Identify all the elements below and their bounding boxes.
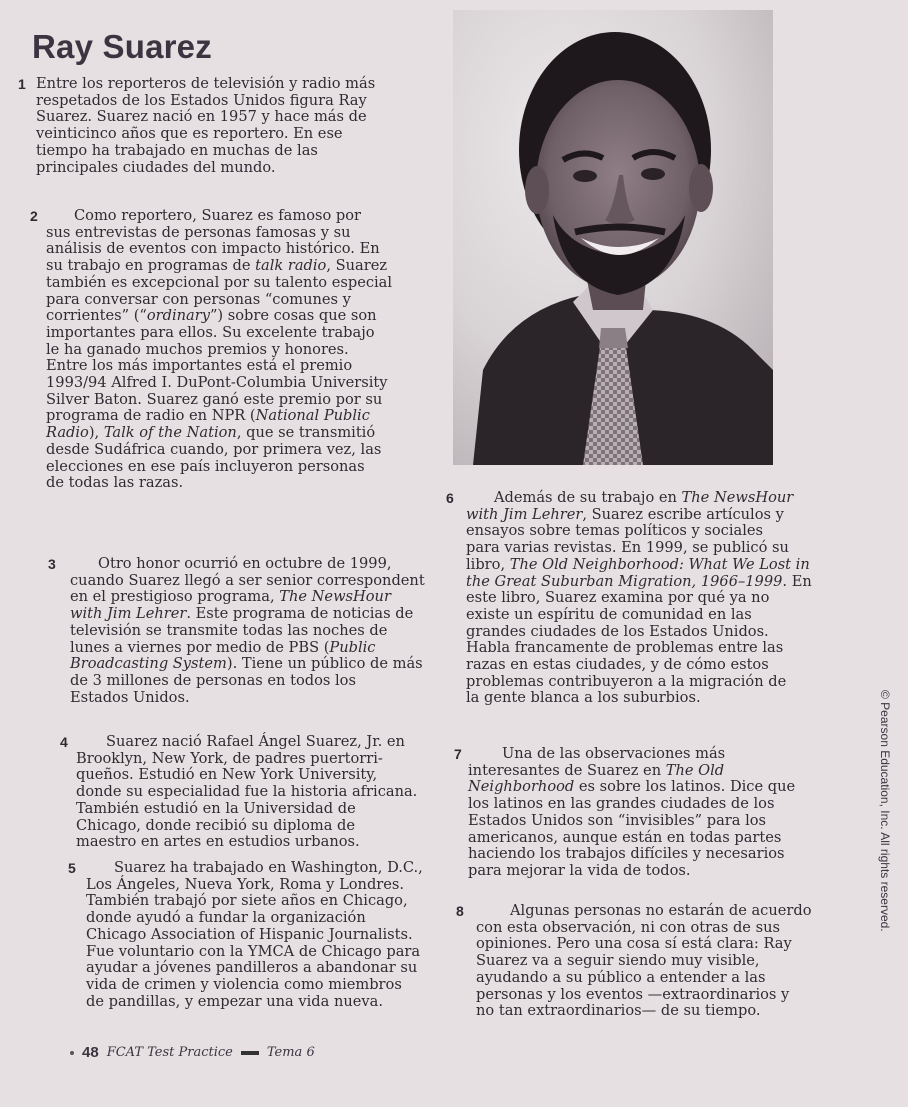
text-line: razas en estas ciudades, y de cómo estos [466, 656, 769, 674]
footer-book-title: FCAT Test Practice [106, 1045, 233, 1060]
text-line: principales ciudades del mundo. [36, 158, 276, 176]
paragraph-8 [456, 902, 812, 1020]
text-line: ayudando a su público a entender a las [476, 968, 766, 986]
text-line: Fue voluntario con la YMCA de Chicago para [86, 942, 421, 960]
text-line: su trabajo en programas de talk radio, Suarez [46, 257, 388, 275]
text-line: Suarez nació Rafael Ángel Suarez, Jr. en [106, 733, 405, 750]
text-line: donde su especialidad fue la historia africana. [76, 783, 418, 801]
text-line: lunes a viernes por medio de PBS (Public [70, 638, 376, 656]
text-line: with Jim Lehrer. Este programa de noticias de [70, 605, 414, 623]
text-line: tiempo ha trabajado en muchas de las [36, 141, 318, 159]
text-line: corrientes” (“ordinary”) sobre cosas que son [46, 307, 377, 325]
footer-separator [241, 1051, 259, 1055]
text-line: queños. Estudió en New York University, [76, 766, 378, 784]
text-line: la gente blanca a los suburbios. [466, 689, 701, 707]
text-line: en el prestigioso programa, The NewsHour [70, 588, 391, 606]
text-line: de todas las razas. [46, 474, 184, 492]
text-line: libro, The Old Neighborhood: What We Lost in [466, 555, 810, 573]
text-line: los latinos en las grandes ciudades de los [468, 795, 775, 813]
text-line: elecciones en ese país incluyeron personas [46, 457, 365, 475]
text-line: Entre los más importantes está el premio [46, 357, 353, 375]
text-line: para mejorar la vida de todos. [468, 861, 691, 879]
text-line: Estados Unidos. [70, 688, 190, 706]
text-line: también es excepcional por su talento especial [46, 273, 393, 291]
paragraph-number: 4 [60, 734, 68, 750]
text-line: ayudar a jóvenes pandilleros a abandonar su [86, 959, 418, 977]
text-line: Otro honor ocurrió en octubre de 1999, [98, 555, 392, 572]
text-line: Radio), Talk of the Nation, que se transmitió [46, 424, 376, 442]
copyright-notice: © Pearson Education, Inc. All rights reserved. [878, 690, 892, 932]
text-line: cuando Suarez llegó a ser senior correspondent [70, 571, 425, 589]
paragraph-number: 2 [30, 208, 38, 224]
text-line: le ha ganado muchos premios y honores. [46, 340, 349, 358]
text-line: existe un espíritu de comunidad en las [466, 605, 752, 623]
text-line: televisión se transmite todas las noches de [70, 621, 388, 639]
text-line: de 3 millones de personas en todos los [70, 671, 356, 689]
paragraph-4 [60, 733, 418, 851]
portrait-illustration [453, 10, 773, 465]
text-line: respetados de los Estados Unidos figura Ray [36, 91, 367, 109]
text-line: Estados Unidos son “invisibles” para los [468, 811, 767, 829]
text-line: vida de crimen y violencia como miembros [86, 975, 402, 993]
footer-bullet [70, 1051, 74, 1055]
paragraph-6 [446, 489, 812, 707]
text-line: importantes para ellos. Su excelente trabajo [46, 323, 375, 341]
paragraph-number: 7 [454, 746, 462, 762]
paragraph-3 [48, 555, 425, 706]
text-line: Como reportero, Suarez es famoso por [74, 207, 362, 224]
text-line: 1993/94 Alfred I. DuPont-Columbia University [46, 374, 388, 392]
text-line: También estudió en la Universidad de [76, 799, 356, 817]
text-line: the Great Suburban Migration, 1966–1999. En [466, 572, 812, 590]
portrait-photo [453, 10, 773, 465]
text-line: Suarez. Suarez nació en 1957 y hace más de [36, 108, 367, 126]
text-line: Chicago Association of Hispanic Journalists. [86, 925, 413, 943]
text-line: interesantes de Suarez en The Old [468, 761, 725, 779]
text-line: para varias revistas. En 1999, se publicó su [466, 539, 789, 557]
paragraph-number: 8 [456, 903, 464, 919]
text-line: no tan extraordinarios— de su tiempo. [476, 1002, 761, 1020]
text-line: Brooklyn, New York, de padres puertorri- [76, 749, 383, 767]
text-line: con esta observación, ni con otras de sus [476, 918, 780, 936]
text-line: Habla francamente de problemas entre las [466, 639, 784, 657]
text-line: análisis de eventos con impacto histórico. En [46, 240, 380, 258]
text-line: Suarez ha trabajado en Washington, D.C., [114, 859, 423, 876]
text-line: veinticinco años que es reportero. En ese [36, 125, 343, 143]
paragraph-5 [68, 859, 423, 1010]
paragraph-number: 5 [68, 860, 76, 876]
text-line: sus entrevistas de personas famosas y su [46, 223, 351, 241]
text-line: Además de su trabajo en The NewsHour [494, 489, 794, 506]
text-line: de pandillas, y empezar una vida nueva. [86, 992, 383, 1010]
text-line: ensayos sobre temas políticos y sociales [466, 522, 763, 540]
footer-topic: Tema 6 [266, 1045, 315, 1060]
text-line: Suarez va a seguir siendo muy visible, [476, 952, 760, 970]
text-line: Silver Baton. Suarez ganó este premio por su [46, 390, 383, 408]
text-line: Broadcasting System). Tiene un público de más [70, 655, 423, 673]
text-line: donde ayudó a fundar la organización [86, 909, 366, 927]
paragraph-7 [454, 745, 796, 880]
text-line: maestro en artes en estudios urbanos. [76, 833, 360, 851]
text-line: with Jim Lehrer, Suarez escribe artículos y [466, 505, 784, 523]
text-line: programa de radio en NPR (National Public [46, 407, 370, 425]
text-line: Neighborhood es sobre los latinos. Dice que [468, 778, 796, 796]
text-line: Una de las observaciones más [502, 745, 726, 762]
text-line: desde Sudáfrica cuando, por primera vez, las [46, 440, 382, 458]
paragraph-1 [18, 75, 376, 176]
text-line: grandes ciudades de los Estados Unidos. [466, 622, 769, 640]
page-footer [70, 1044, 315, 1061]
text-line: Algunas personas no estarán de acuerdo [510, 902, 812, 919]
paragraph-number: 1 [18, 76, 26, 92]
text-line: Chicago, donde recibió su diploma de [76, 816, 356, 834]
paragraph-number: 6 [446, 490, 454, 506]
text-line: este libro, Suarez examina por qué ya no [466, 589, 770, 607]
text-line: haciendo los trabajos difíciles y necesarios [468, 845, 785, 863]
text-line: opiniones. Pero una cosa sí está clara: Ray [476, 935, 792, 953]
paragraph-number: 3 [48, 556, 56, 572]
article-title: Ray Suarez [32, 28, 212, 65]
text-line: problemas contribuyeron a la migración de [466, 672, 787, 690]
paragraph-2 [30, 207, 393, 492]
text-line: También trabajó por siete años en Chicago, [86, 892, 408, 910]
text-line: Entre los reporteros de televisión y radio más [36, 75, 376, 92]
text-line: americanos, aunque están en todas partes [468, 828, 782, 846]
text-line: para conversar con personas “comunes y [46, 290, 351, 308]
text-line: personas y los eventos —extraordinarios y [476, 985, 790, 1003]
text-line: Los Ángeles, Nueva York, Roma y Londres. [86, 875, 405, 893]
page-number: 48 [82, 1044, 99, 1061]
